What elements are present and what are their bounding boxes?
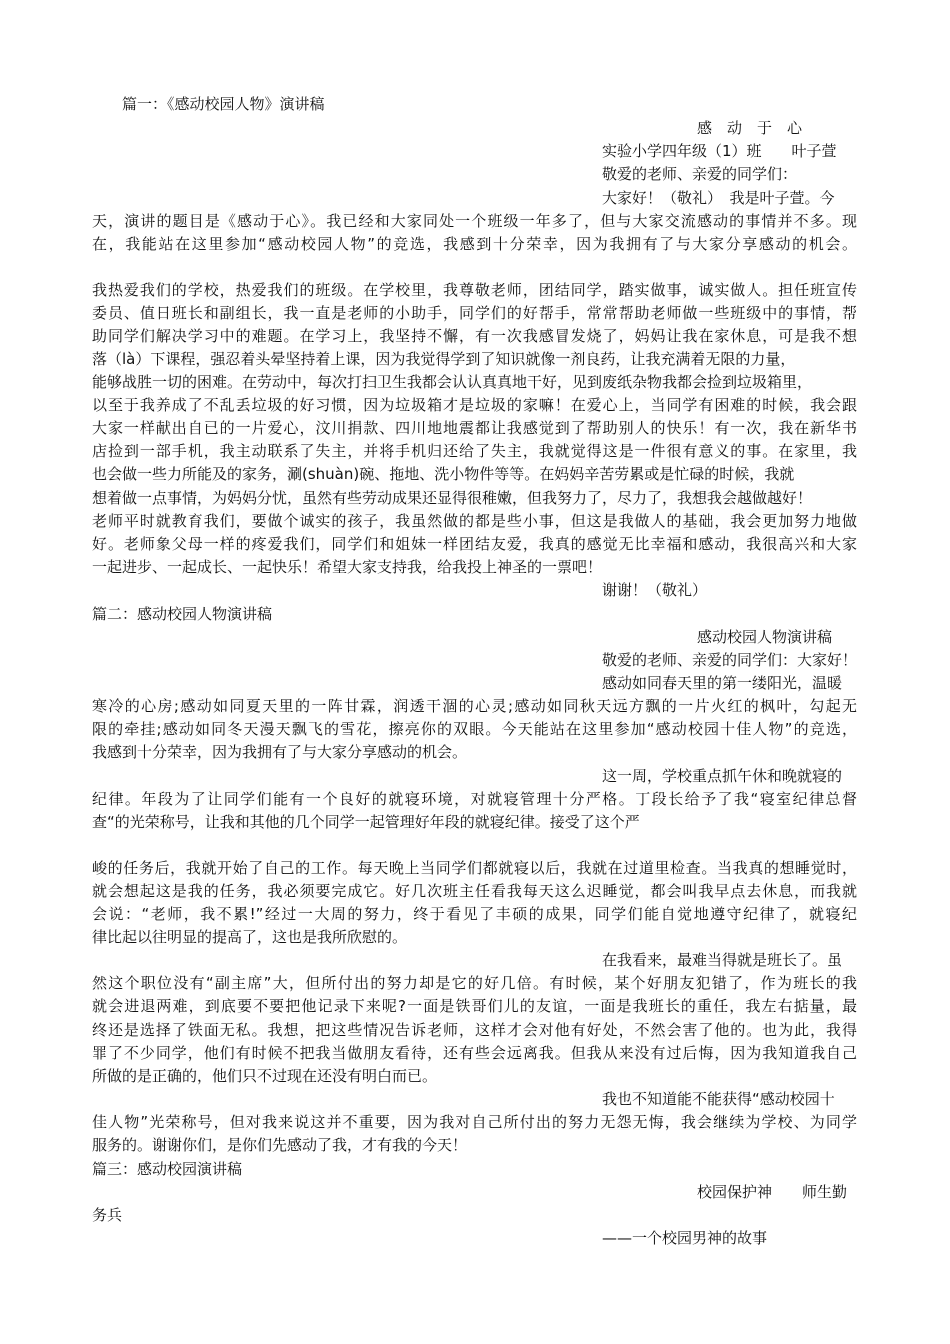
speech-2-intro-line: 寒冷的心房;感动如同夏天里的一阵甘霖，润透干涸的心灵;感动如同秋天远方飘的一片火红的枫叶，勾起无 <box>92 697 857 715</box>
section-2-heading: 篇二：感动校园人物演讲稿 <box>92 605 273 623</box>
speech-2-para-line: 佳人物”光荣称号，但对我来说这并不重要，因为我对自己所付出的努力无怨无悔，我会继续为学校、为同学 <box>92 1113 857 1131</box>
speech-2-para-line: 就会想起这是我的任务，我必须要完成它。好几次班主任看我每天这么迟睡觉，都会叫我早点去休息，而我就 <box>92 882 857 900</box>
speech-2-para-line: 所做的是正确的，他们只不过现在还没有明白而已。 <box>92 1067 438 1085</box>
speech-1-body-line: 也会做一些力所能及的家务，涮(shuàn)碗、拖地、洗小物件等等。在妈妈辛苦劳累或是忙碌的时候，我就 <box>92 465 795 483</box>
speech-1-intro-line: 大家好！（敬礼） 我是叶子萱。今 <box>602 189 835 207</box>
speech-1-intro-line: 在，我能站在这里参加“感动校园人物”的竞选，我感到十分荣幸，因为我拥有了与大家分享感动的机会。 <box>92 235 857 253</box>
speech-2-title: 感动校园人物演讲稿 <box>697 628 833 646</box>
speech-1-body-line: 好。老师象父母一样的疼爱我们，同学们和姐妹一样团结友爱，我真的感觉无比幸福和感动，我很高兴和大家 <box>92 535 857 553</box>
section-1-heading: 篇一：《感动校园人物》演讲稿 <box>122 95 325 113</box>
speech-2-para-line: 查“的光荣称号，让我和其他的几个同学一起管理好年段的就寝纪律。接受了这个严 <box>92 813 640 831</box>
speech-2-para-line: 罪了不少同学，他们有时候不把我当做朋友看待，还有些会远离我。但我从来没有过后悔，因为我知道我自己 <box>92 1044 857 1062</box>
speech-2-para-line: 然这个职位没有“副主席”大，但所付出的努力却是它的好几倍。有时候，某个好朋友犯错了，作为班长的我 <box>92 974 857 992</box>
speech-2-para-line: 终还是选择了铁面无私。我想，把这些情况告诉老师，这样才会对他有好处，不然会害了他的。也为此，我得 <box>92 1021 857 1039</box>
speech-1-body-line: 我热爱我们的学校，热爱我们的班级。在学校里，我尊敬老师，团结同学，踏实做事，诚实做人。担任班宣传 <box>92 281 857 299</box>
speech-1-title: 感 动 于 心 <box>697 119 803 137</box>
speech-1-body-line: 大家一样献出自已的一片爱心，汶川捐款、四川地地震都让我感觉到了帮助别人的快乐！有一次，我在新华书 <box>92 419 857 437</box>
speech-1-intro-line: 天，演讲的题目是《感动于心》。我已经和大家同处一个班级一年多了，但与大家交流感动的事情并不多。现 <box>92 212 857 230</box>
speech-2-para-line: 峻的任务后，我就开始了自己的工作。每天晚上当同学们都就寝以后，我就在过道里检查。当我真的想睡觉时， <box>92 859 857 877</box>
speech-2-intro-line: 我感到十分荣幸，因为我拥有了与大家分享感动的机会。 <box>92 743 468 761</box>
speech-2-para-line: 就会进退两难，到底要不要把他记录下来呢?一面是铁哥们儿的友谊，一面是我班长的重任，我左右掂量，最 <box>92 997 857 1015</box>
speech-1-body-line: 能够战胜一切的困难。在劳动中，每次打扫卫生我都会认认真真地干好，见到废纸杂物我都会捡到垃圾箱里， <box>92 373 813 391</box>
speech-1-greeting: 敬爱的老师、亲爱的同学们： <box>602 165 798 183</box>
speech-1-body-line: 老师平时就教育我们，要做个诚实的孩子，我虽然做的都是些小事，但这是我做人的基础，我会更加努力地做 <box>92 512 857 530</box>
speech-2-para-line: 会说：“老师，我不累!”经过一大周的努力，终于看见了丰硕的成果，同学们能自觉地遵守纪律了，就寝纪 <box>92 905 857 923</box>
speech-1-body-line: 以至于我养成了不乱丢垃圾的好习惯，因为垃圾箱才是垃圾的家嘛！在爱心上，当同学有困难的时候，我会跟 <box>92 396 857 414</box>
speech-1-body-line: 落（là）下课程，强忍着头晕坚持着上课，因为我觉得学到了知识就像一剂良药，让我充满着无限的力量， <box>92 350 796 368</box>
speech-1-body-line: 一起进步、一起成长、一起快乐！希望大家支持我，给我投上神圣的一票吧！ <box>92 558 603 576</box>
speech-2-intro-line: 限的牵挂;感动如同冬天漫天飘飞的雪花，擦亮你的双眼。今天能站在这里参加“感动校园十佳人物”的竞选， <box>92 720 857 738</box>
speech-2-para-line: 我也不知道能不能获得“感动校园十 <box>602 1090 835 1108</box>
speech-2-para-line: 这一周，学校重点抓午休和晚就寝的 <box>602 767 843 785</box>
speech-1-body-line: 店捡到一部手机，我主动联系了失主，并将手机归还给了失主，我就觉得这是一件很有意义的事。在家里，我 <box>92 442 857 460</box>
speech-2-para-line: 纪律。年段为了让同学们能有一个良好的就寝环境，对就寝管理十分严格。丁段长给予了我“寝室纪律总督 <box>92 790 857 808</box>
speech-2-para-line: 服务的。谢谢你们，是你们先感动了我，才有我的今天！ <box>92 1136 468 1154</box>
speech-2-para-line: 律比起以往明显的提高了，这也是我所欣慰的。 <box>92 928 408 946</box>
speech-2-para-line: 在我看来，最难当得就是班长了。虽 <box>602 951 843 969</box>
section-3-heading: 篇三：感动校园演讲稿 <box>92 1160 243 1178</box>
speech-1-thanks: 谢谢！（敬礼） <box>602 581 708 599</box>
speech-2-intro-line: 感动如同春天里的第一缕阳光，温暖 <box>602 674 843 692</box>
speech-3-title: 校园保护神 师生勤 <box>697 1183 848 1201</box>
speech-1-body-line: 助同学们解决学习中的难题。在学习上，我坚持不懈，有一次我感冒发烧了，妈妈让我在家休息，可是我不想 <box>92 327 857 345</box>
speech-1-body-line: 想着做一点事情，为妈妈分忧，虽然有些劳动成果还显得很稚嫩，但我努力了，尽力了，我想我会越做越好！ <box>92 489 813 507</box>
speech-1-body-line: 委员、值日班长和副组长，我一直是老师的小助手，同学们的好帮手，常常帮助老师做一些班级中的事情，帮 <box>92 304 857 322</box>
speech-1-author: 实验小学四年级（1）班 叶子萱 <box>602 142 837 160</box>
speech-3-title-continued: 务兵 <box>92 1206 123 1224</box>
speech-2-greeting: 敬爱的老师、亲爱的同学们：大家好！ <box>602 651 858 669</box>
speech-3-subtitle: ——一个校园男神的故事 <box>602 1229 768 1247</box>
